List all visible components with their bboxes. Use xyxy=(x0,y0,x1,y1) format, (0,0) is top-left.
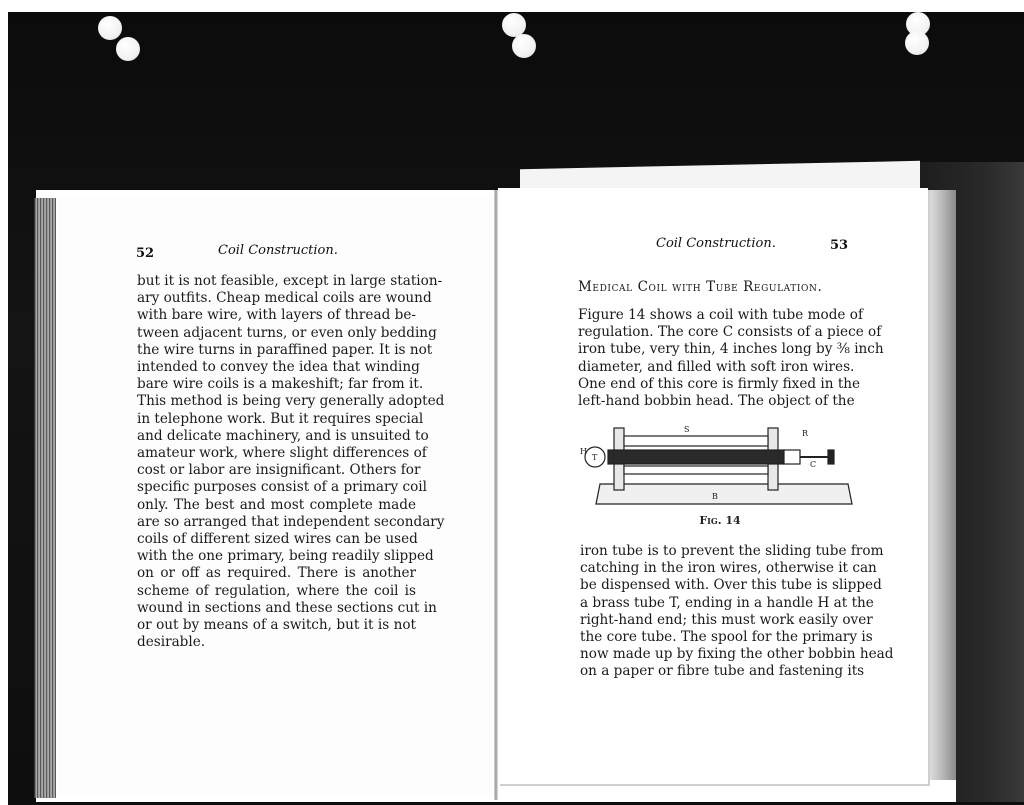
left-body-text xyxy=(137,273,445,651)
running-title: Coil Construction. xyxy=(656,236,776,251)
label-t: T xyxy=(592,453,598,462)
text-line: scheme of regulation, where the coil is xyxy=(137,582,416,599)
left-running-head xyxy=(136,246,154,261)
handle-knob xyxy=(828,450,834,464)
text-line: One end of this core is firmly fixed in the xyxy=(578,375,861,392)
text-line: be dispensed with. Over this tube is slipped xyxy=(580,577,882,594)
text-line: bare wire coils is a makeshift; far from it. xyxy=(137,376,424,393)
secondary-coil xyxy=(624,436,768,446)
text-line: and delicate machinery, and is unsuited to xyxy=(137,427,429,444)
text-line: coils of different sized wires can be used xyxy=(137,531,418,548)
text-line: catching in the iron wires, otherwise it can xyxy=(580,560,877,577)
text-line: the wire turns in paraffined paper. It is not xyxy=(137,341,433,358)
sliding-tube xyxy=(784,450,800,464)
primary-spool xyxy=(624,466,768,474)
label-s: S xyxy=(684,425,690,434)
text-line: regulation. The core C consists of a piece of xyxy=(578,324,882,341)
text-line: iron tube, very thin, 4 inches long by ⅜ inch xyxy=(578,341,884,358)
text-line: a brass tube T, ending in a handle H at the xyxy=(580,594,874,611)
page-stack-edge xyxy=(926,190,956,780)
right-body-text-top xyxy=(578,307,884,410)
text-line: tween adjacent turns, or even only bedding xyxy=(137,324,437,341)
text-line: Figure 14 shows a coil with tube mode of xyxy=(578,307,863,323)
text-line: with the one primary, being readily slipped xyxy=(137,548,434,565)
left-running-title xyxy=(218,243,338,258)
text-line: in telephone work. But it requires special xyxy=(137,410,424,427)
text-line: This method is being very generally adopted xyxy=(137,393,445,410)
right-running-head xyxy=(830,238,848,253)
text-line: left-hand bobbin head. The object of the xyxy=(578,393,855,410)
label-r: R xyxy=(802,429,809,438)
label-c: C xyxy=(810,460,817,469)
text-line: specific purposes consist of a primary coil xyxy=(137,479,427,496)
page-stack-edge-left xyxy=(34,198,56,798)
text-line: on a paper or fibre tube and fastening its xyxy=(580,663,865,680)
figure-caption: Fig. 14 xyxy=(699,514,741,527)
pushpin-icon xyxy=(116,37,140,61)
pushpin-icon xyxy=(512,34,536,58)
page-number: 52 xyxy=(136,246,155,261)
text-line: but it is not feasible, except in large station- xyxy=(137,273,443,289)
text-line: diameter, and filled with soft iron wires. xyxy=(578,358,855,375)
text-line: wound in sections and these sections cut in xyxy=(137,599,437,616)
pushpin-icon xyxy=(905,31,929,55)
text-line: amateur work, where slight differences of xyxy=(137,445,427,462)
text-line: ary outfits. Cheap medical coils are wound xyxy=(137,290,432,307)
text-line: only. The best and most complete made xyxy=(137,496,416,513)
text-line: intended to convey the idea that winding xyxy=(137,359,420,376)
text-line: the core tube. The spool for the primary is xyxy=(580,629,873,646)
text-line: on or off as required. There is another xyxy=(137,565,416,582)
text-line: desirable. xyxy=(137,634,206,651)
running-title: Coil Construction. xyxy=(218,243,338,258)
text-line: or out by means of a switch, but it is not xyxy=(137,617,416,634)
text-line: cost or labor are insignificant. Others for xyxy=(137,462,421,479)
book-gutter xyxy=(494,190,498,800)
text-line: right-hand end; this must work easily over xyxy=(580,611,873,628)
label-b: B xyxy=(712,492,718,501)
right-body-text-bottom xyxy=(580,543,894,681)
label-h: H xyxy=(580,447,587,456)
text-line: now made up by fixing the other bobbin head xyxy=(580,646,894,663)
text-line: with bare wire, with layers of thread be- xyxy=(137,307,416,324)
page-number: 53 xyxy=(830,238,849,253)
text-line: are so arranged that independent secondary xyxy=(137,513,445,530)
coil-diagram xyxy=(578,420,854,512)
core-tube xyxy=(608,450,784,464)
text-line: iron tube is to prevent the sliding tube from xyxy=(580,543,884,559)
base-board xyxy=(596,484,852,504)
section-heading: Medical Coil with Tube Regulation. xyxy=(578,279,823,295)
right-running-title xyxy=(656,236,776,251)
pushpin-icon xyxy=(98,16,122,40)
